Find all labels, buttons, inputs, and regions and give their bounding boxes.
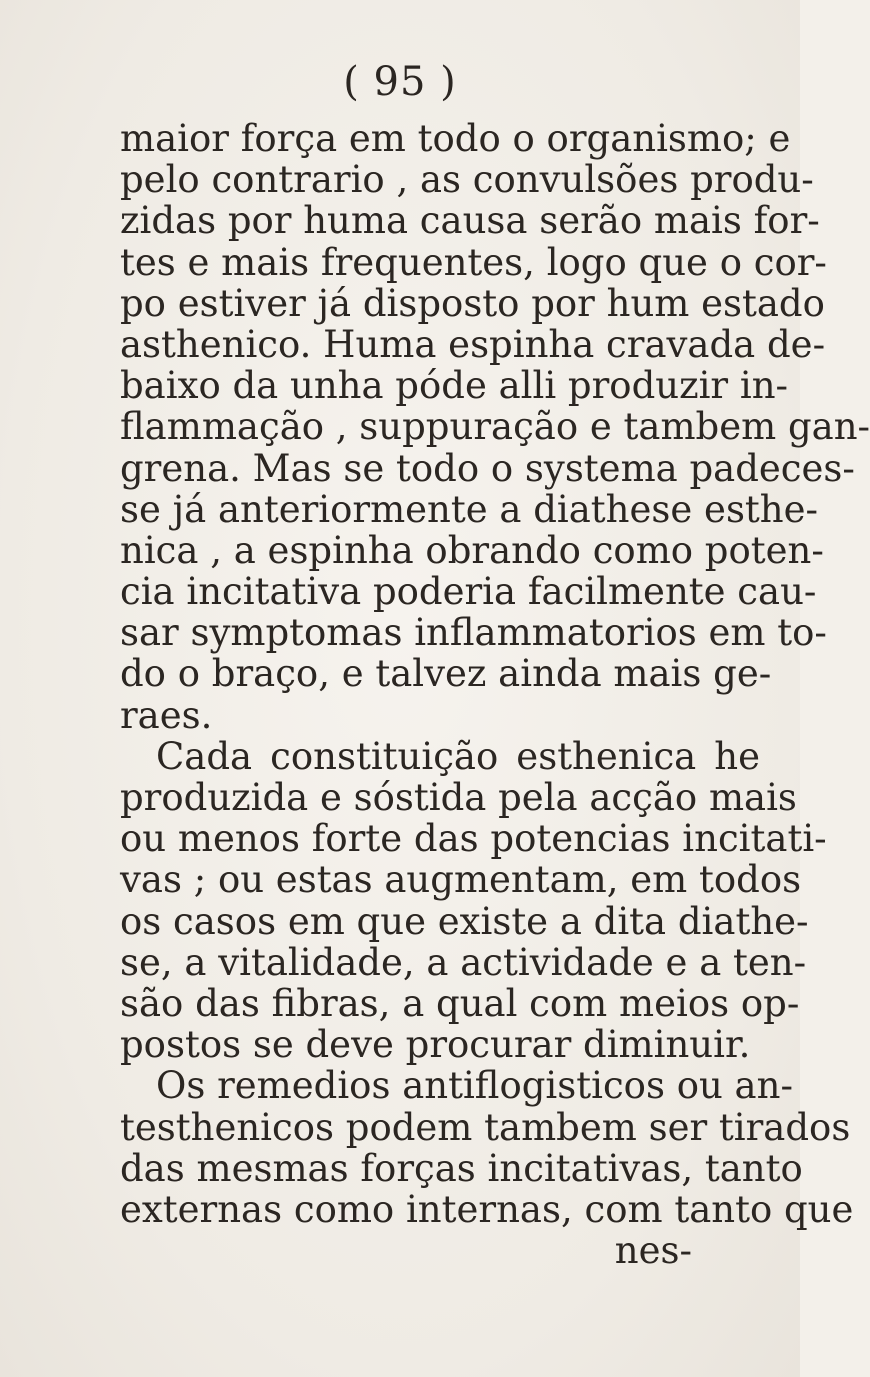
text-line: vas ; ou estas augmentam, em todos: [120, 858, 802, 902]
text-line: baixo da unha póde alli produzir in-: [120, 364, 789, 408]
text-line: flammação , suppuração e tambem gan-: [120, 405, 870, 449]
catchword: nes-: [614, 1229, 692, 1273]
text-line: tes e mais frequentes, logo que o cor-: [120, 240, 827, 284]
text-line: testhenicos podem tambem ser tirados: [120, 1105, 851, 1149]
text-line: externas como internas, com tanto que: [120, 1187, 854, 1231]
text-line: pelo contrario , as convulsões produ-: [120, 158, 814, 202]
text-line: po estiver já disposto por hum estado: [120, 281, 825, 325]
page-number: ( 95 ): [343, 59, 457, 105]
text-line: das mesmas forças incitativas, tanto: [120, 1146, 803, 1190]
paragraph-start-line: Os remedios antiflogisticos ou an-: [156, 1064, 793, 1108]
text-line: zidas por huma causa serão mais for-: [120, 199, 820, 243]
text-line: nica , a espinha obrando como poten-: [120, 528, 824, 572]
text-line: asthenico. Huma espinha cravada de-: [120, 322, 826, 366]
text-line: cia incitativa poderia facilmente cau-: [120, 570, 817, 614]
text-line: os casos em que existe a dita diathe-: [120, 899, 809, 943]
text-line: maior força em todo o organismo; e: [120, 117, 791, 160]
body-text: [120, 117, 870, 1273]
text-line: produzida e sóstida pela acção mais: [120, 776, 797, 819]
text-line: grena. Mas se todo o systema padeces-: [120, 446, 855, 490]
text-line: se, a vitalidade, a actividade e a ten-: [120, 940, 807, 984]
text-line: postos se deve procurar diminuir.: [120, 1023, 751, 1067]
text-line: ou menos forte das potencias incitati-: [120, 817, 827, 861]
text-line: sar symptomas inflammatorios em to-: [120, 611, 827, 655]
text-line: do o braço, e talvez ainda mais ge-: [120, 652, 772, 696]
paragraph-start-line: Cada constituição esthenica he: [156, 734, 760, 778]
text-line: se já anteriormente a diathese esthe-: [120, 487, 819, 531]
text-line: raes.: [120, 693, 213, 737]
text-line: são das fibras, a qual com meios op-: [120, 981, 800, 1025]
